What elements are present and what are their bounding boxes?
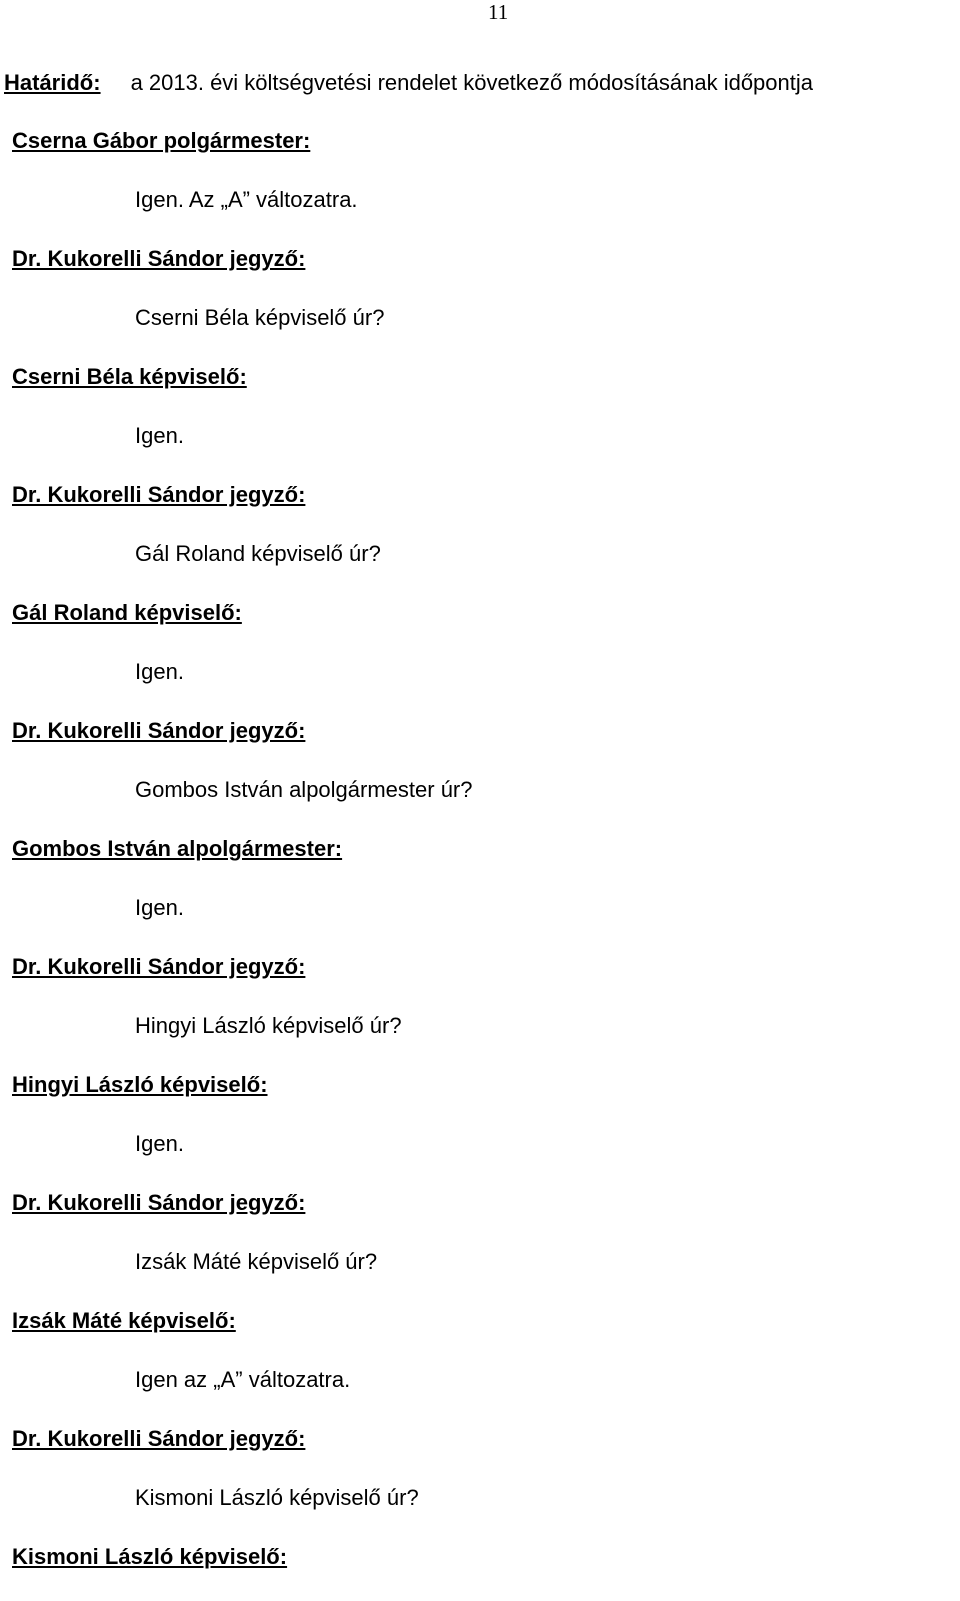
speech-text: Igen. <box>135 895 184 920</box>
speaker-name: Hingyi László képviselő: <box>12 1072 268 1097</box>
speech-text: Igen. <box>135 1131 184 1156</box>
speech-row <box>0 1247 960 1306</box>
speaker-name: Dr. Kukorelli Sándor jegyző: <box>12 1190 306 1215</box>
speaker-name: Cserni Béla képviselő: <box>12 364 247 389</box>
speech-row <box>0 421 960 480</box>
speaker-row <box>0 1188 960 1247</box>
speech-text: Igen az „A” változatra. <box>135 1367 351 1392</box>
speech-row <box>0 1129 960 1188</box>
speech-text: Hingyi László képviselő úr? <box>135 1013 402 1038</box>
transcript <box>0 126 960 1601</box>
speaker-row <box>0 244 960 303</box>
speech-row <box>0 539 960 598</box>
speaker-name: Cserna Gábor polgármester: <box>12 128 311 153</box>
deadline-line <box>4 68 813 98</box>
speech-text: Igen. <box>135 659 184 684</box>
speaker-row <box>0 1542 960 1601</box>
speaker-row <box>0 716 960 775</box>
speaker-row <box>0 1424 960 1483</box>
speech-text: Igen. Az „A” változatra. <box>135 187 358 212</box>
speech-row <box>0 303 960 362</box>
page-number: 11 <box>488 0 509 24</box>
speaker-row <box>0 126 960 185</box>
speaker-name: Gombos István alpolgármester: <box>12 836 343 861</box>
speaker-row <box>0 598 960 657</box>
speaker-name: Gál Roland képviselő: <box>12 600 242 625</box>
speaker-name: Dr. Kukorelli Sándor jegyző: <box>12 482 306 507</box>
speech-row <box>0 185 960 244</box>
speaker-name: Dr. Kukorelli Sándor jegyző: <box>12 718 306 743</box>
speech-text: Izsák Máté képviselő úr? <box>135 1249 378 1274</box>
speech-row <box>0 1365 960 1424</box>
speech-row <box>0 893 960 952</box>
speech-row <box>0 657 960 716</box>
speaker-name: Izsák Máté képviselő: <box>12 1308 236 1333</box>
speaker-row <box>0 1070 960 1129</box>
speaker-name: Dr. Kukorelli Sándor jegyző: <box>12 1426 306 1451</box>
speech-text: Igen. <box>135 423 184 448</box>
deadline-value: a 2013. évi költségvetési rendelet következő módosításának időpontja <box>130 70 813 95</box>
speaker-row <box>0 834 960 893</box>
speech-text: Gál Roland képviselő úr? <box>135 541 381 566</box>
speech-row <box>0 1483 960 1542</box>
speaker-name: Kismoni László képviselő: <box>12 1544 288 1569</box>
speech-row <box>0 1011 960 1070</box>
speech-text: Cserni Béla képviselő úr? <box>135 305 385 330</box>
deadline-label: Határidő: <box>4 70 101 95</box>
speech-text: Gombos István alpolgármester úr? <box>135 777 473 802</box>
speaker-name: Dr. Kukorelli Sándor jegyző: <box>12 246 306 271</box>
speech-text: Kismoni László képviselő úr? <box>135 1485 419 1510</box>
speaker-row <box>0 1306 960 1365</box>
speaker-row <box>0 952 960 1011</box>
speaker-name: Dr. Kukorelli Sándor jegyző: <box>12 954 306 979</box>
speaker-row <box>0 362 960 421</box>
speech-row <box>0 775 960 834</box>
speaker-row <box>0 480 960 539</box>
